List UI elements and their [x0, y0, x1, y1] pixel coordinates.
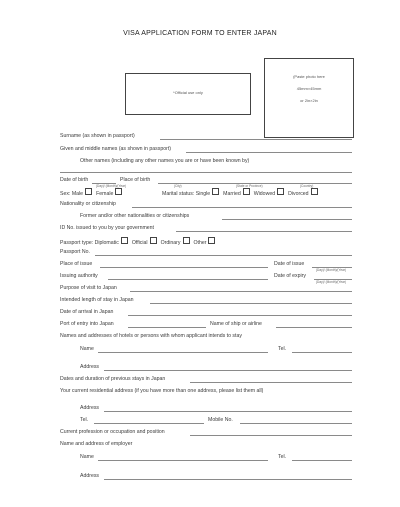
residential-address-field[interactable]	[104, 411, 352, 412]
official-use-label: *Official use only	[173, 90, 203, 95]
pob-country-hint: (Country)	[300, 183, 314, 188]
place-of-issue-label: Place of issue	[60, 261, 93, 267]
ship-or-airline-label: Name of ship or airline	[210, 321, 262, 327]
given-names-field[interactable]	[186, 152, 352, 153]
mobile-number-field[interactable]	[240, 423, 352, 424]
passport-type-row	[60, 237, 215, 246]
nationality-field[interactable]	[132, 207, 352, 208]
employer-tel-field[interactable]	[292, 460, 352, 461]
residential-address-line-label: Address	[80, 405, 100, 411]
official-use-box	[125, 73, 251, 115]
employer-tel-label: Tel.	[278, 454, 287, 460]
surname-field[interactable]	[160, 139, 352, 140]
date-of-arrival-label: Date of arrival in Japan	[60, 309, 114, 315]
purpose-of-visit-field[interactable]	[130, 291, 352, 292]
hotel-name-field[interactable]	[98, 352, 268, 353]
divorced-checkbox[interactable]	[311, 188, 318, 195]
form-title: VISA APPLICATION FORM TO ENTER JAPAN	[123, 30, 277, 37]
date-of-issue-format-hint: (Day)/ (Month)/(Year)	[316, 268, 346, 272]
photo-box	[264, 58, 354, 138]
official-label: Official	[131, 240, 148, 246]
passport-type-diplomatic-label: Passport type: Diplomatic	[60, 240, 119, 246]
married-label: Married	[223, 191, 241, 197]
mobile-number-label: Mobile No.	[208, 417, 233, 423]
nationality-label: Nationality or citizenship	[60, 201, 116, 207]
marital-status-row	[162, 188, 318, 197]
port-of-entry-label: Port of entry into Japan	[60, 321, 114, 327]
hotel-tel-label: Tel.	[278, 346, 287, 352]
purpose-of-visit-label: Purpose of visit to Japan	[60, 285, 117, 291]
place-of-birth-label: Place of birth	[120, 177, 151, 183]
hotels-label: Names and addresses of hotels or persons with whom applicant intends to stay	[60, 333, 242, 339]
residential-tel-label: Tel.	[80, 417, 89, 423]
hotel-name-label: Name	[80, 346, 94, 352]
previous-stays-field[interactable]	[190, 382, 352, 383]
photo-instruction-2: 45mm×45mm	[296, 86, 322, 91]
pob-state-hint: (State or Province)	[236, 183, 263, 188]
other-label: Other	[193, 240, 207, 246]
place-of-issue-field[interactable]	[100, 267, 268, 268]
other-checkbox[interactable]	[208, 237, 215, 244]
dob-format-hint: (Day)/ (Month)/(Year)	[96, 183, 126, 188]
widowed-label: Widowed	[253, 191, 276, 197]
hotel-tel-field[interactable]	[292, 352, 352, 353]
photo-instruction-1: (Paste photo here	[293, 74, 325, 79]
port-of-entry-field[interactable]	[128, 327, 206, 328]
employer-name-label: Name	[80, 454, 94, 460]
former-nationality-field[interactable]	[222, 219, 352, 220]
id-number-field[interactable]	[176, 231, 352, 232]
official-checkbox[interactable]	[150, 237, 157, 244]
passport-number-field[interactable]	[95, 255, 352, 256]
female-label: Female	[96, 191, 114, 197]
former-nationality-label: Former and/or other nationalities or citizenships	[80, 213, 190, 219]
passport-number-label: Passport No.	[60, 249, 90, 255]
employer-label: Name and address of employer	[60, 441, 133, 447]
employer-address-field[interactable]	[104, 479, 352, 480]
issuing-authority-field[interactable]	[108, 279, 268, 280]
single-checkbox[interactable]	[212, 188, 219, 195]
ordinary-checkbox[interactable]	[183, 237, 190, 244]
date-of-issue-label: Date of issue	[274, 261, 305, 267]
hotel-address-label: Address	[80, 364, 100, 370]
pob-city-hint: (City)	[174, 183, 182, 188]
diplomatic-checkbox[interactable]	[121, 237, 128, 244]
previous-stays-label: Dates and duration of previous stays in Japan	[60, 376, 166, 382]
surname-label: Surname (as shown in passport)	[60, 133, 135, 139]
marital-single-label: Marital status: Single	[162, 191, 211, 197]
date-of-expiry-label: Date of expiry	[274, 273, 307, 279]
divorced-label: Divorced	[288, 191, 309, 197]
employer-name-field[interactable]	[98, 460, 268, 461]
other-names-label: Other names (including any other names you are or have been known by)	[80, 158, 250, 164]
other-names-field[interactable]	[60, 172, 352, 173]
profession-field[interactable]	[190, 435, 352, 436]
ordinary-label: Ordinary	[160, 240, 181, 246]
female-checkbox[interactable]	[115, 188, 122, 195]
residential-tel-field[interactable]	[94, 423, 204, 424]
id-number-label: ID No. issued to you by your government	[60, 225, 154, 231]
hotel-address-field[interactable]	[104, 370, 352, 371]
date-of-arrival-field[interactable]	[128, 315, 352, 316]
residential-address-label: Your current residential address (if you have more than one address, please list them all)	[60, 388, 264, 394]
widowed-checkbox[interactable]	[277, 188, 284, 195]
profession-label: Current profession or occupation and position	[60, 429, 165, 435]
male-checkbox[interactable]	[85, 188, 92, 195]
date-of-expiry-format-hint: (Day)/ (Month)/(Year)	[316, 280, 346, 284]
sex-row	[60, 188, 122, 197]
length-of-stay-label: Intended length of stay in Japan	[60, 297, 134, 303]
length-of-stay-field[interactable]	[150, 303, 352, 304]
issuing-authority-label: Issuing authority	[60, 273, 98, 279]
employer-address-label: Address	[80, 473, 100, 479]
sex-male-label: Sex: Male	[60, 191, 84, 197]
date-of-birth-label: Date of birth	[60, 177, 89, 183]
given-names-label: Given and middle names (as shown in passport)	[60, 146, 172, 152]
married-checkbox[interactable]	[243, 188, 250, 195]
ship-or-airline-field[interactable]	[276, 327, 352, 328]
photo-instruction-3: or 2in×2in	[300, 98, 318, 103]
